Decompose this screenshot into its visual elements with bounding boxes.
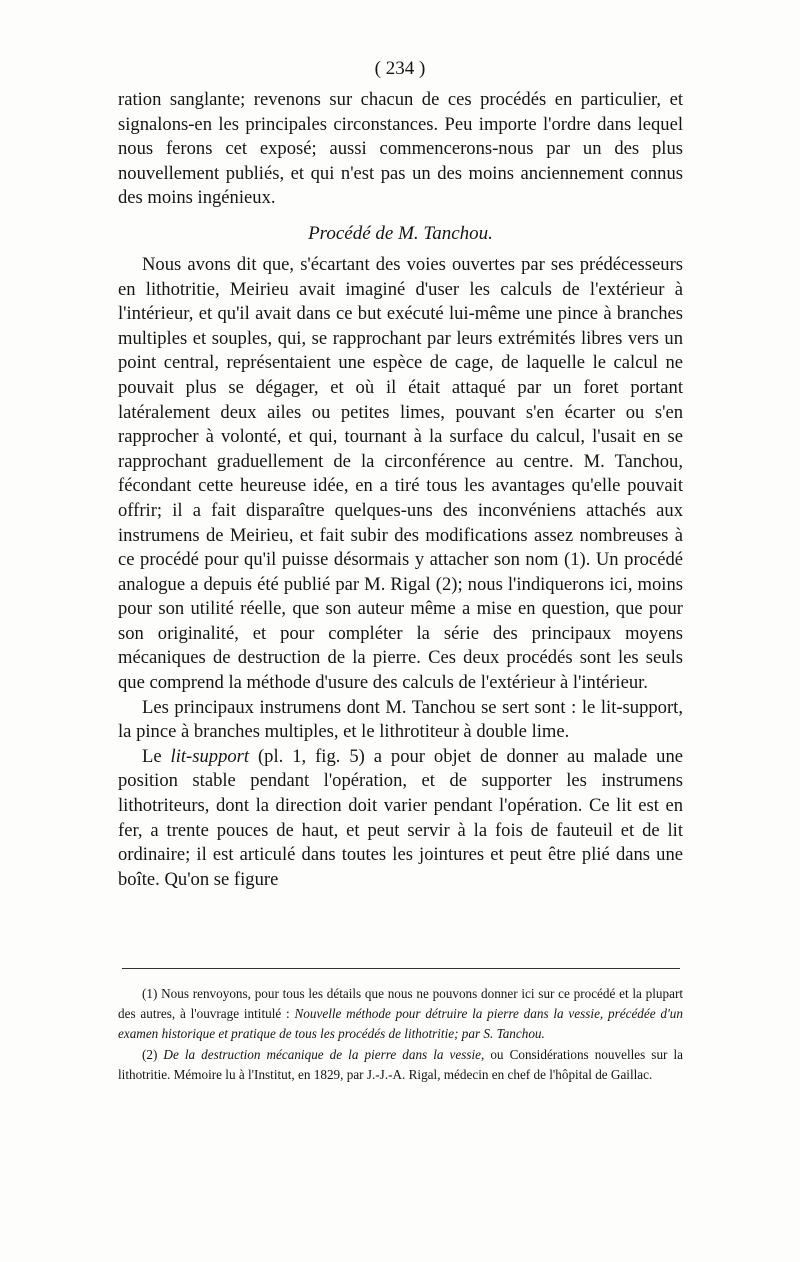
footnote-2: [118, 1045, 683, 1085]
footnote-work-title: Nouvelle méthode pour détruire la pierre dans la vessie, précédée d'un examen historique et pratique de tous les procédés de lithotritie; par S. Tanchou.: [118, 1006, 683, 1042]
footnote-work-title: De la destruction mécanique de la pierre dans la vessie,: [163, 1046, 485, 1062]
text-segment: Le: [142, 745, 171, 767]
footnotes: [118, 984, 683, 1085]
footnote-text: ou Considérations nouvelles sur la lithotritie. Mémoire lu à l'Institut, en 1829, par J.-J.-A. Rigal, médecin en chef de l'hôpital de Gaillac.: [118, 1046, 683, 1082]
paragraph-instruments: Les principaux instrumens dont M. Tanchou se sert sont : le lit-support, la pince à branches multiples, et le lithrotiteur à double lime.: [118, 696, 683, 743]
paragraph-continuation: ration sanglante; revenons sur chacun de ces procédés en particulier, et signalons-en les principales circonstances. Peu importe l'ordre dans lequel nous ferons cet exposé; aussi commencerons-nous par un des plus nouvellement publiés, et qui n'est pas un des moins anciennement connus des moins ingénieux.: [118, 89, 683, 209]
paragraph-lit-support: [118, 745, 683, 893]
footnote-text: (1) Nous renvoyons, pour tous les détails que nous ne pouvons donner ici sur ce procédé et la plupart des autres, à l'ouvrage intitulé :: [118, 986, 683, 1022]
main-text: [118, 88, 683, 892]
paragraph-method-description: Nous avons dit que, s'écartant des voies ouvertes par ses prédécesseurs en lithotritie, Meirieu avait imaginé d'user les calculs de l'extérieur à l'intérieur, et qu'il avait dans ce but exécuté lui-même une pince à branches multiples et souples, qui, se rapprochant par leurs extrémités libres vers un point central, représentaient une espèce de cage, de laquelle le calcul ne pouvait plus se dégager, et où il était attaqué par un foret portant latéralement deux ailes ou petites limes, pouvant s'en écarter ou s'en rapprocher à volonté, et qui, tournant à la surface du calcul, l'usait en se rapprochant graduellement de la circonférence au centre. M. Tanchou, fécondant cette heureuse idée, en a tiré tous les avantages qu'elle pouvait offrir; il a fait disparaître quelques-uns des inconvéniens attachés aux instrumens de Meirieu, et fait subir des modifications assez nombreuses à ce procédé pour qu'il puisse désormais y attacher son nom (1). Un procédé analogue a depuis été publié par M. Rigal (2); nous l'indiquerons ici, moins pour son utilité réelle, que son auteur même a mise en question, que pour son originalité, et pour compléter la série des principaux moyens mécaniques de destruction de la pierre. Ces deux procédés sont les seuls que comprend la méthode d'usure des calculs de l'extérieur à l'intérieur.: [118, 253, 683, 694]
footnote-divider: [122, 968, 680, 969]
section-title: Procédé de M. Tanchou.: [308, 222, 493, 244]
footnote-marker: (2): [142, 1046, 164, 1062]
footnote-1: [118, 984, 683, 1045]
italic-term: lit-support: [170, 745, 250, 767]
page-number: ( 234 ): [374, 58, 426, 79]
text-segment: (pl. 1, fig. 5) a pour objet de donner au malade une position stable pendant l'opération, et de supporter les instrumens lithotriteurs, dont la direction doit varier pendant l'opération. Ce lit est en fer, a trente pouces de haut, et peut servir à la fois de fauteuil et de lit ordinaire; il est articulé dans toutes les jointures et peut être plié dans une boîte. Qu'on se figure: [118, 745, 683, 890]
